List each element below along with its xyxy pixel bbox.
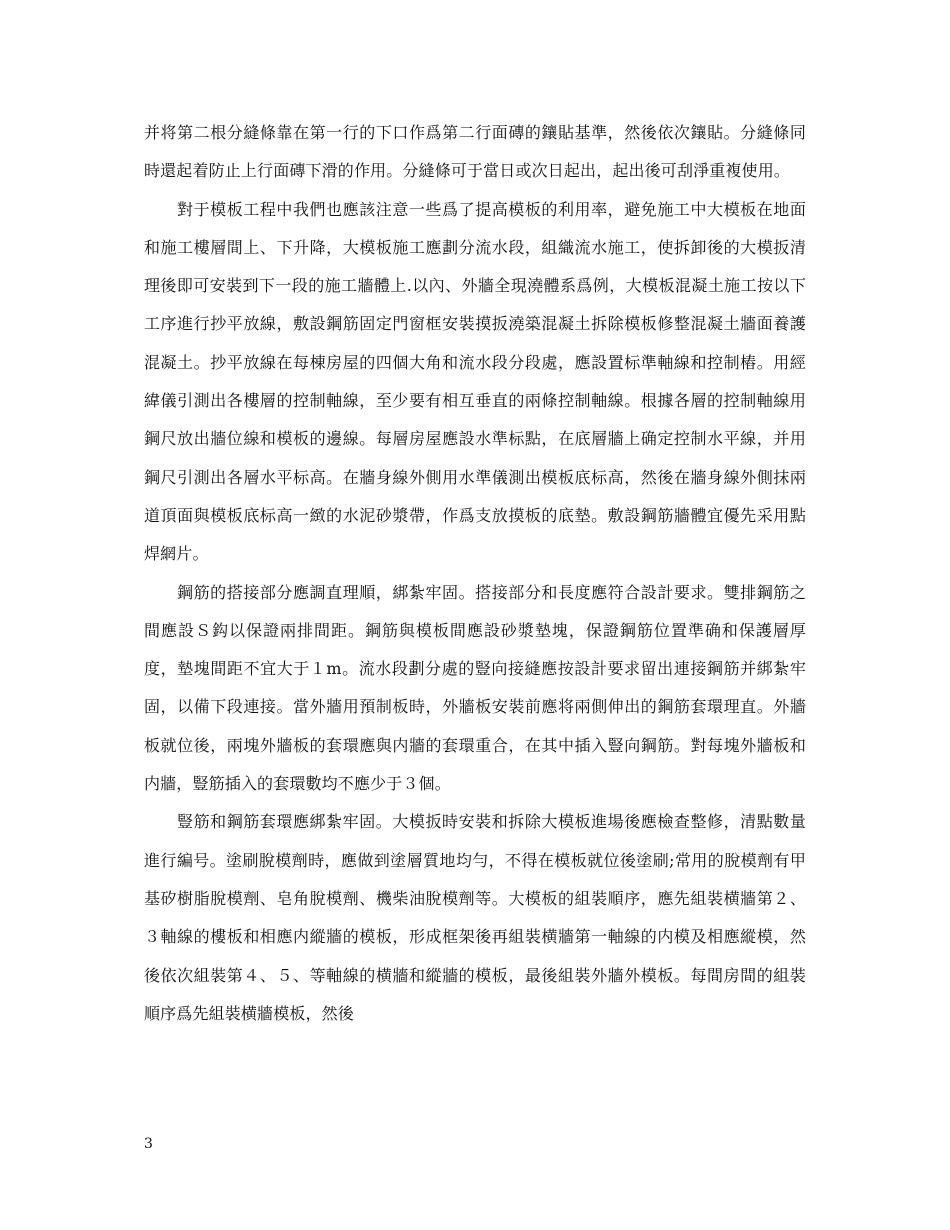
body-text xyxy=(144,114,806,1033)
paragraph-4: 豎筋和鋼筋套環應綁紮牢固。大模扳時安裝和拆除大模板進場後應檢查整修，清點數量進行編号。塗刷脫模劑時，應做到塗層質地均勻，不得在模板就位後塗刷;常用的脫模劑有甲基矽樹脂脫模劑、皂角脫模劑、機柴油脫模劑等。大模板的組裝順序，應先組裝横牆第２、３軸線的樓板和相應内縱牆的模板，形成框架後再組裝横牆第一軸線的内模及相應縱模，然後依次組裝第４、５、等軸線的横牆和縱牆的模板，最後組裝外牆外模板。每間房間的組裝順序爲先組裝横牆模板，然後 xyxy=(144,812,806,1023)
paragraph-2: 對于模板工程中我們也應該注意一些爲了提高模板的利用率，避免施工中大模板在地面和施工樓層間上、下升降，大模板施工應劃分流水段，組織流水施工，使拆卸後的大模扳清理後即可安裝到下一段的施工牆體上.以內、外牆全現澆體系爲例，大模板混凝土施工按以下工序進行抄平放線，敷設鋼筋固定門窗框安裝摸扳澆築混凝土拆除模板修整混凝土牆面養護混凝土。抄平放線在每棟房屋的四個大角和流水段分段處，應設置标準軸線和控制樁。用經緯儀引測出各樓層的控制軸線，至少要有相互垂直的兩條控制軸線。根據各層的控制軸線用鋼尺放出牆位線和模板的邊線。每層房屋應設水準标點，在底層牆上确定控制水平線，并用鋼尺引測出各層水平标高。在牆身線外側用水準儀測出模板底标高，然後在牆身線外側抹兩道頂面與模板底标高一緻的水泥砂漿帶，作爲支放摸板的底墊。敷設鋼筋牆體宜優先采用點焊網片。 xyxy=(144,199,806,564)
paragraph-3: 鋼筋的搭接部分應調直理順，綁紮牢固。搭接部分和長度應符合設計要求。雙排鋼筋之間應設Ｓ鈎以保證兩排間距。鋼筋與模板間應設砂漿墊塊，保證鋼筋位置準确和保護層厚度，墊塊間距不宜大于１m。流水段劃分處的豎向接縫應按設計要求留出連接鋼筋并綁紮牢固，以備下段連接。當外牆用預制板時，外牆板安裝前應将兩側伸出的鋼筋套環理直。外牆板就位後，兩塊外牆板的套環應與内牆的套環重合，在其中插入豎向鋼筋。對每塊外牆板和内牆，豎筋插入的套環數均不應少于３個。 xyxy=(144,582,806,794)
page-number: 3 xyxy=(144,1136,153,1152)
paragraph-1: 并将第二根分縫條靠在第一行的下口作爲第二行面磚的鑲貼基準，然後依次鑲貼。分縫條同時還起着防止上行面磚下滑的作用。分縫條可于當日或次日起出，起出後可刮淨重複使用。 xyxy=(144,123,806,181)
